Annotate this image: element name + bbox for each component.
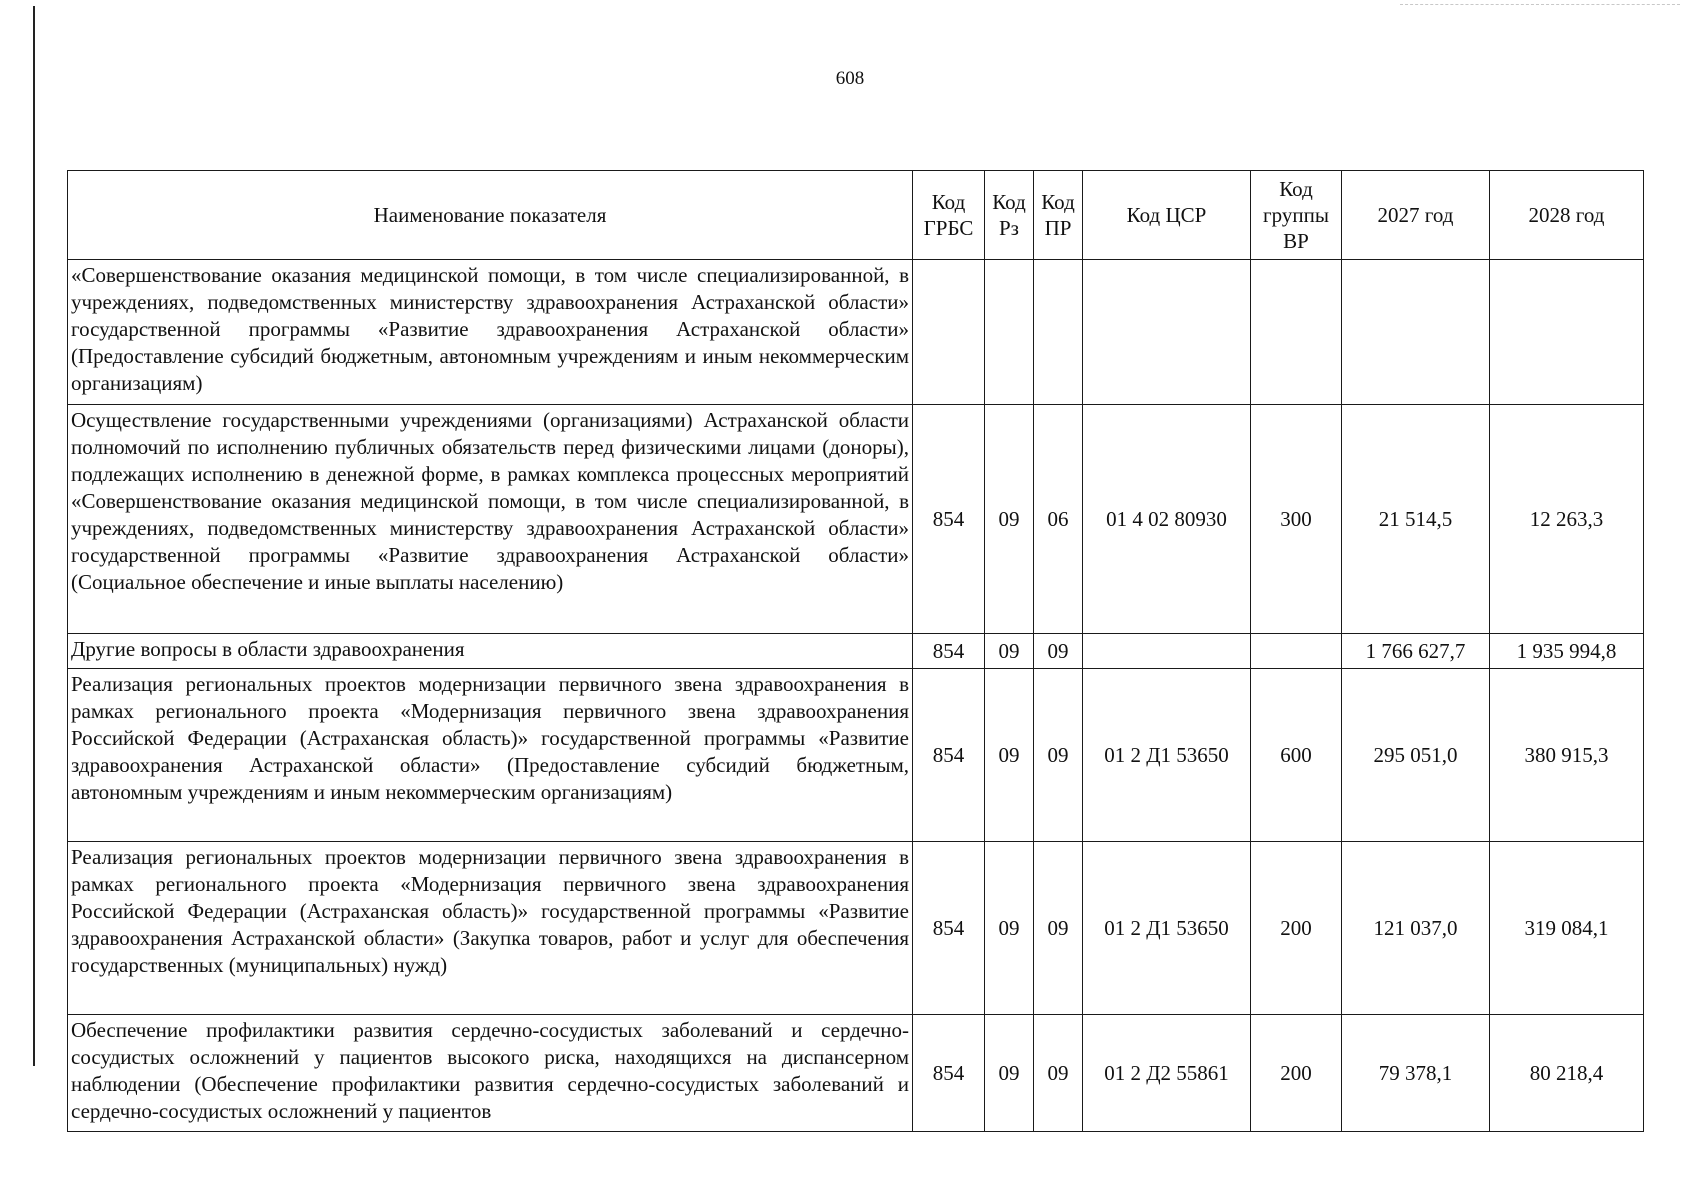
- row-rz: 09: [985, 1015, 1034, 1132]
- row-vr: 200: [1251, 1015, 1342, 1132]
- row-pr: 09: [1034, 842, 1083, 1015]
- table-row: [68, 842, 1644, 1015]
- table-row: [68, 669, 1644, 842]
- row-rz: 09: [985, 669, 1034, 842]
- table-header-row: [68, 171, 1644, 260]
- header-2027: 2027 год: [1342, 171, 1490, 260]
- row-2027: 295 051,0: [1342, 669, 1490, 842]
- scan-artifact-line: [1400, 4, 1680, 6]
- row-rz: [985, 260, 1034, 405]
- header-pr: Код ПР: [1034, 171, 1083, 260]
- row-name: Другие вопросы в области здравоохранения: [68, 634, 913, 669]
- budget-table: [67, 170, 1644, 1132]
- row-name: Реализация региональных проектов модернизации первичного звена здравоохранения в рамках регионального проекта «Модернизация первичного звена здравоохранения Российской Федерации (Астраханская область)» государственной программы «Развитие здравоохранения Астраханской области» (Предоставление субсидий бюджетным, автономным учреждениям и иным некоммерческим организациям): [68, 669, 913, 842]
- row-grbs: 854: [913, 1015, 985, 1132]
- row-csr: 01 2 Д1 53650: [1083, 669, 1251, 842]
- row-name: Осуществление государственными учреждениями (организациями) Астраханской области полномочий по исполнению публичных обязательств перед физическими лицами (доноры), подлежащих исполнению в денежной форме, в рамках комплекса процессных мероприятий «Совершенствование оказания медицинской помощи, в том числе специализированной, в учреждениях, подведомственных министерству здравоохранения Астраханской области» государственной программы «Развитие здравоохранения Астраханской области» (Социальное обеспечение и иные выплаты населению): [68, 405, 913, 634]
- row-csr: [1083, 260, 1251, 405]
- row-pr: 09: [1034, 669, 1083, 842]
- row-rz: 09: [985, 842, 1034, 1015]
- row-csr: 01 4 02 80930: [1083, 405, 1251, 634]
- row-grbs: 854: [913, 842, 985, 1015]
- table-row: [68, 260, 1644, 405]
- row-2028: 319 084,1: [1490, 842, 1644, 1015]
- row-2028: 380 915,3: [1490, 669, 1644, 842]
- row-pr: 09: [1034, 634, 1083, 669]
- row-pr: 09: [1034, 1015, 1083, 1132]
- row-name-cell: [68, 1015, 913, 1132]
- header-name: Наименование показателя: [68, 171, 913, 260]
- row-2027: 121 037,0: [1342, 842, 1490, 1015]
- header-rz: Код Рз: [985, 171, 1034, 260]
- row-2027: 79 378,1: [1342, 1015, 1490, 1132]
- row-vr: 600: [1251, 669, 1342, 842]
- row-pr: 06: [1034, 405, 1083, 634]
- row-vr: [1251, 260, 1342, 405]
- row-grbs: 854: [913, 669, 985, 842]
- row-2028: 80 218,4: [1490, 1015, 1644, 1132]
- table-row: [68, 634, 1644, 669]
- row-csr: [1083, 634, 1251, 669]
- row-vr: [1251, 634, 1342, 669]
- row-2028: [1490, 260, 1644, 405]
- row-2027: 21 514,5: [1342, 405, 1490, 634]
- row-name: Реализация региональных проектов модернизации первичного звена здравоохранения в рамках регионального проекта «Модернизация первичного звена здравоохранения Российской Федерации (Астраханская область)» государственной программы «Развитие здравоохранения Астраханской области» (Закупка товаров, работ и услуг для обеспечения государственных (муниципальных) нужд): [68, 842, 913, 1015]
- row-grbs: [913, 260, 985, 405]
- page-number: 608: [835, 68, 865, 89]
- row-vr: 300: [1251, 405, 1342, 634]
- row-vr: 200: [1251, 842, 1342, 1015]
- row-grbs: 854: [913, 634, 985, 669]
- table-row: [68, 1015, 1644, 1132]
- row-csr: 01 2 Д1 53650: [1083, 842, 1251, 1015]
- row-rz: 09: [985, 405, 1034, 634]
- header-grbs: Код ГРБС: [913, 171, 985, 260]
- row-2028: 1 935 994,8: [1490, 634, 1644, 669]
- row-name: «Совершенствование оказания медицинской помощи, в том числе специализированной, в учреждениях, подведомственных министерству здравоохранения Астраханской области» государственной программы «Развитие здравоохранения Астраханской области» (Предоставление субсидий бюджетным, автономным учреждениям и иным некоммерческим организациям): [68, 260, 913, 405]
- row-csr: 01 2 Д2 55861: [1083, 1015, 1251, 1132]
- row-2027: 1 766 627,7: [1342, 634, 1490, 669]
- binding-edge-line: [33, 6, 35, 1066]
- row-pr: [1034, 260, 1083, 405]
- header-vr: Код группы ВР: [1251, 171, 1342, 260]
- row-name: Обеспечение профилактики развития сердечно-сосудистых заболеваний и сердечно-сосудистых осложнений у пациентов высокого риска, находящихся на диспансерном наблюдении (Обеспечение профилактики развития сердечно-сосудистых заболеваний и сердечно-сосудистых осложнений у пациентов: [71, 1018, 909, 1123]
- row-grbs: 854: [913, 405, 985, 634]
- row-2028: 12 263,3: [1490, 405, 1644, 634]
- table-row: [68, 405, 1644, 634]
- row-2027: [1342, 260, 1490, 405]
- header-csr: Код ЦСР: [1083, 171, 1251, 260]
- header-2028: 2028 год: [1490, 171, 1644, 260]
- row-rz: 09: [985, 634, 1034, 669]
